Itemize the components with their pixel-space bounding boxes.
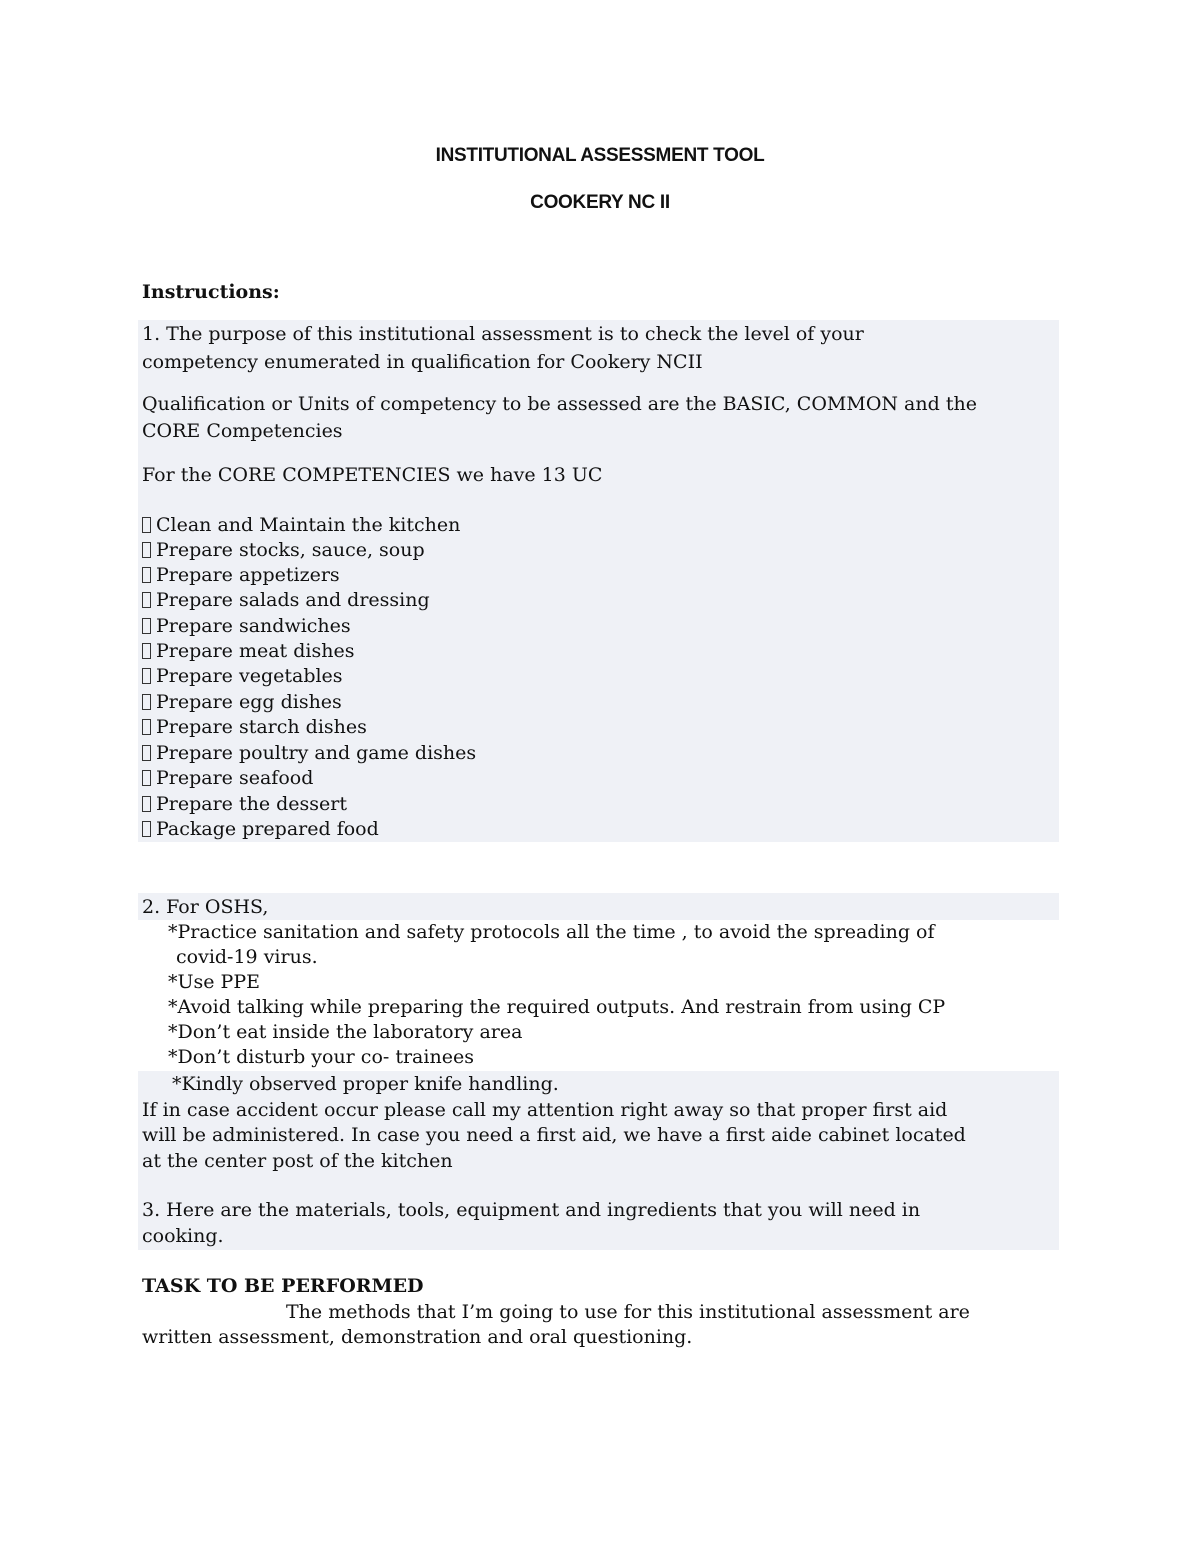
osh-rule-3: *Avoid talking while preparing the required outputs. And restrain from using CP — [168, 996, 946, 1018]
osh-head-shade — [138, 893, 1059, 920]
checkbox-icon — [142, 592, 151, 608]
accident-line2: will be administered. In case you need a first aid, we have a first aide cabinet located — [142, 1124, 966, 1146]
qualification-line2: CORE Competencies — [142, 420, 343, 442]
list-item: Prepare appetizers — [142, 564, 340, 586]
list-item: Prepare vegetables — [142, 665, 343, 687]
document-subtitle: COOKERY NC II — [530, 192, 670, 213]
qualification-line1: Qualification or Units of competency to be assessed are the BASIC, COMMON and the — [142, 393, 977, 415]
checkbox-icon — [142, 567, 151, 583]
task-heading: TASK TO BE PERFORMED — [142, 1275, 424, 1297]
osh-rule-5: *Don’t disturb your co- trainees — [168, 1046, 474, 1068]
checkbox-icon — [142, 821, 151, 837]
list-item: Prepare stocks, sauce, soup — [142, 539, 425, 561]
osh-rule-4: *Don’t eat inside the laboratory area — [168, 1021, 523, 1043]
list-item: Prepare seafood — [142, 767, 313, 789]
checkbox-icon — [142, 643, 151, 659]
checkbox-icon — [142, 745, 151, 761]
accident-line1: If in case accident occur please call my attention right away so that proper first aid — [142, 1099, 948, 1121]
checkbox-icon — [142, 770, 151, 786]
checkbox-icon — [142, 517, 151, 533]
list-item: Prepare starch dishes — [142, 716, 367, 738]
list-item: Prepare meat dishes — [142, 640, 354, 662]
checkbox-icon — [142, 618, 151, 634]
checkbox-icon — [142, 542, 151, 558]
instructions-label: Instructions: — [142, 281, 280, 303]
list-item: Package prepared food — [142, 818, 379, 840]
task-line2: written assessment, demonstration and oral questioning. — [142, 1326, 693, 1348]
checkbox-icon — [142, 796, 151, 812]
checkbox-icon — [142, 668, 151, 684]
accident-line3: at the center post of the kitchen — [142, 1150, 453, 1172]
list-item: Prepare egg dishes — [142, 691, 342, 713]
osh-rule-6: *Kindly observed proper knife handling. — [172, 1073, 559, 1095]
osh-rule-2: *Use PPE — [168, 971, 260, 993]
item2-heading: 2. For OSHS, — [142, 896, 269, 918]
task-line1: The methods that I’m going to use for this institutional assessment are — [286, 1301, 970, 1323]
checkbox-icon — [142, 719, 151, 735]
item1-line1: 1. The purpose of this institutional assessment is to check the level of your — [142, 323, 864, 345]
list-item: Prepare poultry and game dishes — [142, 742, 476, 764]
item3-line1: 3. Here are the materials, tools, equipment and ingredients that you will need in — [142, 1199, 921, 1221]
document-title: INSTITUTIONAL ASSESSMENT TOOL — [435, 145, 765, 166]
list-item: Prepare the dessert — [142, 793, 347, 815]
list-item: Prepare salads and dressing — [142, 589, 430, 611]
osh-rule-1b: covid-19 virus. — [176, 946, 318, 968]
item1-line2: competency enumerated in qualification for Cookery NCII — [142, 351, 703, 373]
core-competencies-line: For the CORE COMPETENCIES we have 13 UC — [142, 464, 603, 486]
osh-rule-1a: *Practice sanitation and safety protocols all the time , to avoid the spreading of — [168, 921, 935, 943]
list-item: Clean and Maintain the kitchen — [142, 514, 460, 536]
item3-line2: cooking. — [142, 1225, 224, 1247]
list-item: Prepare sandwiches — [142, 615, 351, 637]
checkbox-icon — [142, 694, 151, 710]
